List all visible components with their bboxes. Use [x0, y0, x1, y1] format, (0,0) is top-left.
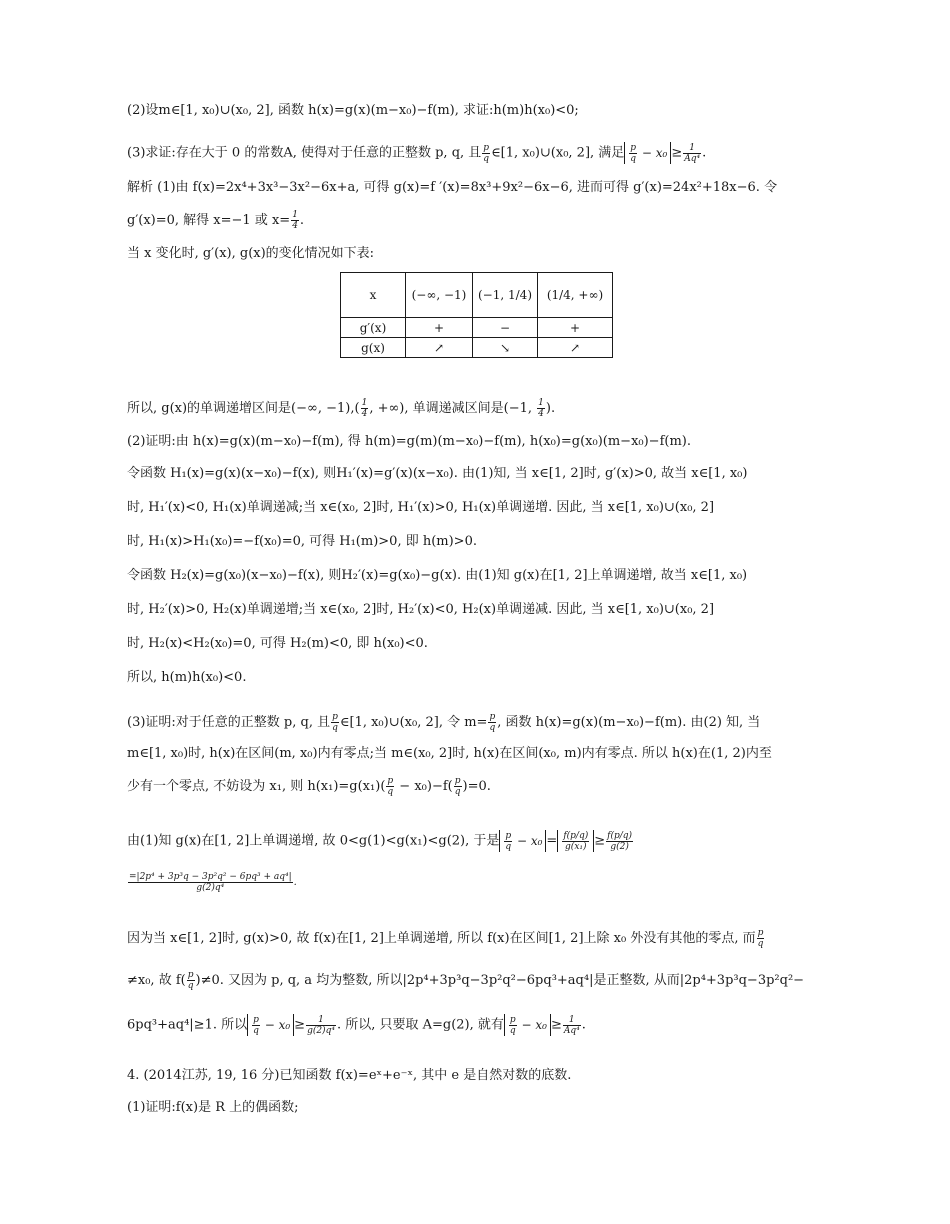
- text-line: 时, H₁′(x)<0, H₁(x)单调递减;当 x∈(x₀, 2]时, H₁′(x)>0, H₁(x)单调递增. 因此, 当 x∈[1, x₀)∪(x₀, 2]: [127, 500, 715, 515]
- fraction: $\frac{p}{q}$: [489, 712, 496, 733]
- fraction: $\frac{p}{q}$: [483, 142, 490, 164]
- absolute-value: $\frac{f(p/q)}{\text{g(x₁)}}$: [557, 830, 594, 852]
- absolute-value: $\frac{p}{q}$ − x₀: [247, 1014, 294, 1036]
- text-line: (2)设m∈[1, x₀)∪(x₀, 2], 函数 h(x)=g(x)(m−x₀)−f(m), 求证:h(m)h(x₀)<0;: [127, 103, 579, 118]
- table-cell: (−1, 1/4): [473, 273, 538, 318]
- fraction: $\frac{1}{\text{g(2)q⁴}}$: [307, 1014, 335, 1036]
- fraction: $\frac{1}{\text{Aq⁴}}$: [563, 1014, 580, 1036]
- table-cell: ↗: [538, 338, 613, 358]
- text-line: 令函数 H₁(x)=g(x)(x−x₀)−f(x), 则H₁′(x)=g′(x)(x−x₀). 由(1)知, 当 x∈[1, 2]时, g′(x)>0, 故当 x∈[1, x₀): [127, 466, 748, 481]
- text-line: 当 x 变化时, g′(x), g(x)的变化情况如下表:: [127, 246, 375, 261]
- fraction: $\frac{p}{q}$: [332, 712, 338, 733]
- text-line: 令函数 H₂(x)=g(x₀)(x−x₀)−f(x), 则H₂′(x)=g(x₀)−g(x). 由(1)知 g(x)在[1, 2]上单调递增, 故当 x∈[1, x₀): [127, 568, 748, 583]
- table-header-row: [341, 273, 613, 318]
- text-line: 时, H₂(x)<H₂(x₀)=0, 可得 H₂(m)<0, 即 h(x₀)<0.: [127, 636, 428, 651]
- fraction: $\frac{1}{4}$: [538, 398, 544, 419]
- text-line: (1)证明:f(x)是 R 上的偶函数;: [127, 1100, 299, 1115]
- fraction: $\frac{\text{=|2p⁴ + 3p³q − 3p²q² − 6pq³ + aq⁴|}}{\text{g(2)q⁴}}$: [129, 872, 292, 893]
- text-line: 时, H₂′(x)>0, H₂(x)单调递增;当 x∈(x₀, 2]时, H₂′(x)<0, H₂(x)单调递减. 因此, 当 x∈[1, x₀)∪(x₀, 2]: [127, 602, 715, 617]
- variation-table: [340, 272, 613, 358]
- text-line: 时, H₁(x)>H₁(x₀)=−f(x₀)=0, 可得 H₁(m)>0, 即 h(m)>0.: [127, 534, 477, 549]
- fraction: $\frac{f(p/q)}{g(2)}$: [607, 830, 633, 852]
- table-cell: g(x): [341, 338, 406, 358]
- table-cell: g′(x): [341, 318, 406, 338]
- table-cell: −: [473, 318, 538, 338]
- text-line: 4. (2014江苏, 19, 16 分)已知函数 f(x)=eˣ+e⁻ˣ, 其中 e 是自然对数的底数.: [127, 1068, 572, 1083]
- text-line: 少有一个零点, 不妨设为 x₁, 则 h(x₁)=g(x₁)( $\frac{p}{q}$ − x₀)−f( $\frac{p}{q}$ )=0.: [127, 776, 491, 797]
- fraction: $\frac{p}{q}$: [187, 970, 194, 991]
- fraction: $\frac{1}{\text{Aq⁴}}$: [684, 142, 701, 164]
- text-line: ≠x₀, 故 f( $\frac{p}{q}$ )≠0. 又因为 p, q, a 均为整数, 所以|2p⁴+3p³q−3p²q²−6pq³+aq⁴|是正整数, 从而|2p⁴+3p³q−3p²q²−: [127, 970, 805, 991]
- text-line: g′(x)=0, 解得 x=−1 或 x= $\frac{1}{4}$ .: [127, 210, 305, 231]
- text-line: (2)证明:由 h(x)=g(x)(m−x₀)−f(m), 得 h(m)=g(m)(m−x₀)−f(m), h(x₀)=g(x₀)(m−x₀)−f(m).: [127, 434, 691, 449]
- text-line: $\frac{\text{=|2p⁴ + 3p³q − 3p²q² − 6pq³ + aq⁴|}}{\text{g(2)q⁴}}$ .: [129, 872, 297, 893]
- table-row: [341, 318, 613, 338]
- fraction: $\frac{p}{q}$: [757, 928, 764, 949]
- table-cell: ↘: [473, 338, 538, 358]
- table-cell: x: [341, 273, 406, 318]
- text-line: (3)证明:对于任意的正整数 p, q, 且 $\frac{p}{q}$ ∈[1, x₀)∪(x₀, 2], 令 m= $\frac{p}{q}$ , 函数 h(x)=g(x)(m−x₀)−f(m). 由(2) 知, 当: [127, 712, 761, 733]
- absolute-value: $\frac{p}{q}$ − x₀: [624, 142, 671, 164]
- text-line: 6pq³+aq⁴|≥1. 所以 $\frac{p}{q}$ − x₀ ≥ $\frac{1}{\text{g(2)q⁴}}$ . 所以, 只要取 A=g(2), 就有 $\frac{p}{q}$ − x₀ ≥ $\frac{1}{\text{Aq⁴}}$ .: [127, 1014, 586, 1036]
- absolute-value: $\frac{p}{q}$ − x₀: [499, 830, 546, 852]
- text-line: 所以, h(m)h(x₀)<0.: [127, 670, 247, 685]
- table-cell: +: [538, 318, 613, 338]
- text-line: (3)求证:存在大于 0 的常数A, 使得对于任意的正整数 p, q, 且 $\frac{p}{q}$ ∈[1, x₀)∪(x₀, 2], 满足 $\frac{p}{q}$ − x₀ ≥ $\frac{1}{\text{Aq⁴}}$ .: [127, 142, 707, 164]
- text-line: 因为当 x∈[1, 2]时, g(x)>0, 故 f(x)在[1, 2]上单调递增, 所以 f(x)在区间[1, 2]上除 x₀ 外没有其他的零点, 而 $\frac{p}{q}$: [127, 928, 764, 949]
- fraction: $\frac{p}{q}$: [387, 776, 394, 797]
- fraction: $\frac{1}{4}$: [361, 398, 368, 419]
- text-line: 所以, g(x)的单调递增区间是(−∞, −1),( $\frac{1}{4}$ , +∞), 单调递减区间是(−1, $\frac{1}{4}$ ).: [127, 398, 556, 419]
- text-line: 解析 (1)由 f(x)=2x⁴+3x³−3x²−6x+a, 可得 g(x)=f ′(x)=8x³+9x²−6x−6, 进而可得 g′(x)=24x²+18x−6. 令: [127, 180, 778, 195]
- table-cell: (−∞, −1): [406, 273, 473, 318]
- text-line: 由(1)知 g(x)在[1, 2]上单调递增, 故 0<g(1)<g(x₁)<g(2), 于是 $\frac{p}{q}$ − x₀ = $\frac{f(p/q)}{\text{g(x₁)}}$ ≥ $\frac{f(p/q)}{g(2)}$: [127, 830, 633, 852]
- fraction: $\frac{1}{4}$: [292, 210, 298, 231]
- table-cell: +: [406, 318, 473, 338]
- table-cell: (1/4, +∞): [538, 273, 613, 318]
- table-row: [341, 338, 613, 358]
- table-cell: ↗: [406, 338, 473, 358]
- text-line: m∈[1, x₀)时, h(x)在区间(m, x₀)内有零点;当 m∈(x₀, 2]时, h(x)在区间(x₀, m)内有零点. 所以 h(x)在(1, 2)内至: [127, 746, 772, 761]
- absolute-value: $\frac{p}{q}$ − x₀: [504, 1014, 551, 1036]
- fraction: $\frac{p}{q}$: [454, 776, 461, 797]
